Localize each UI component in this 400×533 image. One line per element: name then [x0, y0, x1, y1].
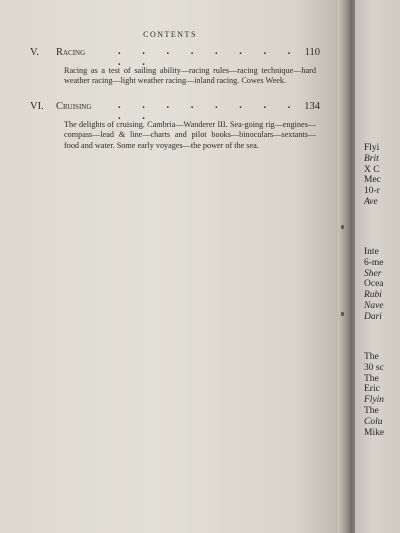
facing-list-group-2 — [364, 247, 384, 323]
facing-line: 30 sc — [364, 362, 384, 373]
chapter-summary: The delights of cruising. Cambria—Wanderer III. Sea-going rig—engines—compass—lead & line—charts and pilot books—binoculars—sextants—food and water. Some early voyages—the power of the sea. — [64, 120, 316, 150]
facing-line: Nave — [364, 300, 384, 311]
facing-line: Inte — [364, 247, 379, 257]
facing-line: Mec — [364, 175, 381, 186]
binding-thread — [341, 312, 344, 316]
facing-line: The — [364, 373, 379, 384]
facing-line: Dari — [364, 311, 382, 322]
facing-line: Colu — [364, 416, 383, 427]
facing-line: Eric — [364, 384, 380, 395]
chapter-title: Racing — [56, 47, 86, 58]
chapter-line — [30, 46, 320, 68]
facing-line: Flyin — [364, 395, 385, 406]
chapter-entry-vi — [30, 101, 320, 151]
chapter-page-number: 110 — [304, 47, 320, 58]
facing-list-group-3 — [364, 352, 384, 438]
chapter-number: V. — [30, 47, 39, 58]
contents-heading: CONTENTS — [143, 30, 197, 39]
facing-line: Rubi — [364, 290, 382, 301]
facing-line: Ocea — [364, 279, 384, 290]
facing-list-group-1 — [364, 143, 381, 208]
binding-thread — [341, 225, 344, 229]
facing-page — [355, 0, 400, 533]
chapter-summary: Racing as a test of sailing ability—racing rules—racing technique—hard weather racing—light weather racing—inland racing. Cowes Week. — [64, 66, 316, 86]
chapter-title: Cruising — [56, 101, 92, 112]
chapter-entry-v — [30, 47, 320, 87]
facing-line: The — [364, 352, 379, 362]
facing-line: Flyi — [364, 143, 380, 153]
facing-line: Brit — [364, 153, 379, 164]
chapter-page-number: 134 — [304, 101, 320, 112]
chapter-line — [30, 100, 320, 122]
facing-line: Sher — [364, 268, 382, 279]
chapter-number: VI. — [30, 101, 44, 112]
leader-dots: . . . . . . . . . . — [118, 46, 300, 68]
facing-line: Mike — [364, 427, 385, 438]
leader-dots: . . . . . . . . . . — [118, 100, 300, 122]
facing-line: The — [364, 405, 379, 416]
facing-line: X C — [364, 164, 380, 175]
facing-line: Ave — [364, 196, 378, 207]
facing-line: 6-me — [364, 257, 384, 268]
facing-line: 10-r — [364, 186, 380, 197]
